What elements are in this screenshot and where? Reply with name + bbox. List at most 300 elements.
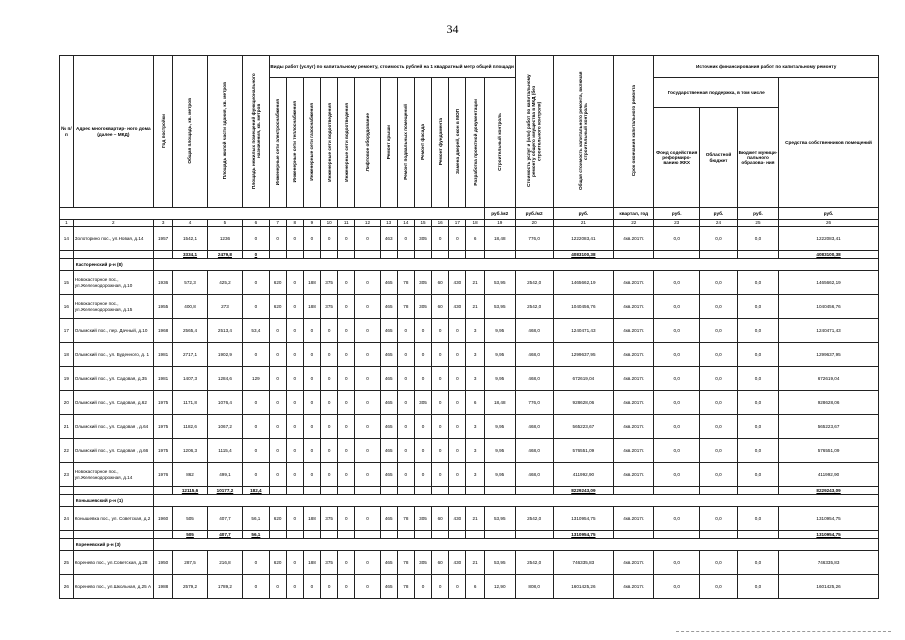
unit-label: руб. <box>553 208 614 220</box>
header-work: Строительный контроль <box>497 113 503 171</box>
table-cell: 0 <box>355 319 380 343</box>
table-cell: 0 <box>269 463 286 487</box>
table-cell: 672619,04 <box>553 367 614 391</box>
table-cell <box>654 251 700 259</box>
table-cell: 1465662,19 <box>779 271 879 295</box>
table-cell: 53,95 <box>484 271 515 295</box>
table-cell: 3334,1 <box>173 251 207 259</box>
row-address: Новокасторное пос., ул.Железнодорожная, д.14 <box>73 463 153 487</box>
table-cell <box>432 531 449 539</box>
table-row <box>60 295 879 319</box>
table-cell: 0 <box>432 463 449 487</box>
table-cell: 0 <box>338 319 355 343</box>
table-cell: 78 <box>397 575 414 599</box>
table-cell: 18,48 <box>484 391 515 415</box>
row-number: 25 <box>60 551 74 575</box>
header-regional: Областной бюджет <box>700 108 738 208</box>
table-cell: 0 <box>338 551 355 575</box>
table-cell <box>466 487 484 495</box>
table-cell: 1981 <box>153 343 172 367</box>
table-cell <box>515 487 553 495</box>
table-cell: 287,5 <box>173 551 207 575</box>
table-cell <box>414 487 431 495</box>
table-cell: 620 <box>269 271 286 295</box>
table-row <box>60 507 879 531</box>
table-cell: 1240471,43 <box>553 319 614 343</box>
table-cell: 468,0 <box>515 415 553 439</box>
table-cell: 0 <box>321 463 338 487</box>
table-cell: 53,4 <box>243 319 269 343</box>
table-cell <box>321 531 338 539</box>
table-cell: 129 <box>243 367 269 391</box>
table-cell: 0 <box>449 227 466 251</box>
table-row <box>60 319 879 343</box>
row-address: Олымский пос., ул. Садовая , д.64 <box>73 415 153 439</box>
column-number: 6 <box>243 220 269 227</box>
section-spacer <box>60 539 74 551</box>
table-cell: 0 <box>449 367 466 391</box>
table-cell: 0 <box>243 343 269 367</box>
table-cell: 6 <box>466 227 484 251</box>
row-number: 17 <box>60 319 74 343</box>
table-cell: 1465662,19 <box>553 271 614 295</box>
column-number: 10 <box>321 220 338 227</box>
table-cell: 9,95 <box>484 439 515 463</box>
table-cell <box>338 487 355 495</box>
header-work: Инженерные сети водоотведения <box>326 102 332 182</box>
table-cell <box>303 487 320 495</box>
table-cell: 0 <box>321 391 338 415</box>
column-number: 25 <box>737 220 778 227</box>
table-cell: 0 <box>397 391 414 415</box>
table-cell: 216,8 <box>207 551 243 575</box>
table-cell: 1955 <box>153 295 172 319</box>
table-cell: 430 <box>449 551 466 575</box>
column-number: 15 <box>414 220 431 227</box>
section-spacer <box>153 495 878 507</box>
row-address: Олымский пос., пер. Дачный, д.10 <box>73 319 153 343</box>
table-cell <box>321 251 338 259</box>
table-cell: 0 <box>355 439 380 463</box>
table-cell: 1171,8 <box>173 391 207 415</box>
table-cell: 0,0 <box>654 551 700 575</box>
table-cell: 0 <box>286 295 303 319</box>
table-cell: 1310954,75 <box>553 531 614 539</box>
table-cell: 411992,90 <box>779 463 879 487</box>
table-cell: 305 <box>414 391 431 415</box>
table-cell: 0 <box>449 439 466 463</box>
table-cell: 776,0 <box>515 227 553 251</box>
table-cell: 21 <box>466 271 484 295</box>
table-cell: 1975 <box>153 439 172 463</box>
header-year: Год постройки <box>160 113 166 148</box>
table-cell: 0 <box>397 319 414 343</box>
table-cell: 0 <box>269 367 286 391</box>
table-cell <box>269 487 286 495</box>
column-number: 24 <box>700 220 738 227</box>
row-address: Новокасторное пос., ул.Железнодорожная, д.15 <box>73 295 153 319</box>
region-section-row <box>60 495 879 507</box>
table-cell: 78 <box>397 551 414 575</box>
table-cell: 0,0 <box>700 295 738 319</box>
table-cell: 9,95 <box>484 343 515 367</box>
table-cell <box>700 487 738 495</box>
table-cell: 0 <box>243 271 269 295</box>
table-cell: 3 <box>466 319 484 343</box>
table-cell: 505 <box>173 507 207 531</box>
table-cell: 465 <box>380 439 397 463</box>
row-number: 26 <box>60 575 74 599</box>
table-cell: 2717,1 <box>173 343 207 367</box>
table-cell: 0 <box>432 367 449 391</box>
page-number: 34 <box>446 22 459 36</box>
table-cell: 0 <box>303 343 320 367</box>
table-cell: 0 <box>286 507 303 531</box>
table-cell: 4кв.2017г. <box>614 439 654 463</box>
table-cell: 463 <box>380 227 397 251</box>
table-cell: 0 <box>449 415 466 439</box>
table-cell: 78 <box>397 295 414 319</box>
column-number: 11 <box>338 220 355 227</box>
table-cell: 0 <box>355 415 380 439</box>
row-address: Новокасторное пос., ул.Железнодорожная, д.10 <box>73 271 153 295</box>
table-cell: 1310954,75 <box>553 507 614 531</box>
column-number: 18 <box>466 220 484 227</box>
region-section-row <box>60 539 879 551</box>
table-cell: 0 <box>414 367 431 391</box>
table-cell: 12115,6 <box>173 487 207 495</box>
table-cell: 620 <box>269 507 286 531</box>
table-cell: 465 <box>380 507 397 531</box>
table-cell: 4кв.2017г. <box>614 415 654 439</box>
table-cell: 188 <box>303 295 320 319</box>
table-cell: 2579,2 <box>173 575 207 599</box>
header-work: Инженерные сети теплоснабжения <box>292 101 298 183</box>
row-address: Олымский пос., ул. Буденного, д. 1 <box>73 343 153 367</box>
row-address <box>73 487 153 495</box>
table-cell: 0 <box>449 319 466 343</box>
table-cell: 407,7 <box>207 507 243 531</box>
table-cell: 0 <box>397 343 414 367</box>
table-cell: 1206,3 <box>173 439 207 463</box>
table-cell: 0 <box>243 439 269 463</box>
table-cell: 928628,06 <box>553 391 614 415</box>
table-cell: 465 <box>380 343 397 367</box>
table-cell: 0 <box>303 575 320 599</box>
header-work: Ремонт крыши <box>386 124 392 160</box>
table-cell: 4кв.2017г. <box>614 367 654 391</box>
row-number <box>60 531 74 539</box>
header-own-funds: Средства собственников помещений <box>779 78 879 208</box>
table-cell: 1968 <box>153 319 172 343</box>
table-cell: 465 <box>380 295 397 319</box>
column-number: 4 <box>173 220 207 227</box>
header-living-area: Площадь жилой части здания, кв. метров <box>222 82 228 180</box>
table-cell: 1407,3 <box>173 367 207 391</box>
table-cell: 0 <box>286 271 303 295</box>
table-cell: 1076,4 <box>207 391 243 415</box>
table-cell: 0 <box>269 391 286 415</box>
row-number: 20 <box>60 391 74 415</box>
table-cell: 0 <box>414 415 431 439</box>
table-cell: 0 <box>449 343 466 367</box>
table-cell <box>303 251 320 259</box>
table-cell: 8229243,09 <box>553 487 614 495</box>
table-cell: 1950 <box>153 551 172 575</box>
table-cell: 0 <box>449 463 466 487</box>
subtotal-row <box>60 487 879 495</box>
table-cell: 0 <box>321 575 338 599</box>
column-number: 7 <box>269 220 286 227</box>
header-work: Замена дверей, окон в МОП <box>454 109 460 175</box>
table-cell: 4кв.2017г. <box>614 463 654 487</box>
table-cell: 8229243,09 <box>779 487 879 495</box>
table-cell: 0 <box>269 343 286 367</box>
table-cell: 0,0 <box>737 319 778 343</box>
table-cell <box>286 531 303 539</box>
table-cell: 0 <box>338 367 355 391</box>
table-cell: 0 <box>286 439 303 463</box>
table-cell: 1975 <box>153 415 172 439</box>
table-cell: 0 <box>269 415 286 439</box>
table-cell: 0 <box>321 439 338 463</box>
table-cell: 0 <box>432 415 449 439</box>
table-cell: 0 <box>321 227 338 251</box>
section-spacer <box>60 259 74 271</box>
table-cell: 53,95 <box>484 507 515 531</box>
table-cell: 60 <box>432 551 449 575</box>
unit-label: руб. <box>737 208 778 220</box>
table-cell: 0 <box>321 415 338 439</box>
column-number: 3 <box>153 220 172 227</box>
table-cell: 78 <box>397 507 414 531</box>
table-cell: 0,0 <box>737 575 778 599</box>
table-cell: 465 <box>380 575 397 599</box>
table-cell: 2565,4 <box>173 319 207 343</box>
table-cell: 53,95 <box>484 551 515 575</box>
table-cell: 0 <box>286 391 303 415</box>
table-cell: 465 <box>380 463 397 487</box>
table-cell <box>484 531 515 539</box>
footer-line <box>676 631 891 632</box>
table-cell: 0,0 <box>700 391 738 415</box>
table-cell: 0,0 <box>654 391 700 415</box>
table-cell <box>414 531 431 539</box>
row-number: 14 <box>60 227 74 251</box>
table-cell <box>355 531 380 539</box>
table-cell: 465 <box>380 319 397 343</box>
table-cell <box>484 251 515 259</box>
table-cell: 746335,83 <box>779 551 879 575</box>
table-cell: 0 <box>432 343 449 367</box>
table-cell: 53,95 <box>484 295 515 319</box>
header-work: Инженерные сети электроснабжения <box>275 98 281 186</box>
column-number: 12 <box>355 220 380 227</box>
table-cell: 0 <box>303 391 320 415</box>
unit-label: руб. <box>779 208 879 220</box>
table-cell <box>321 487 338 495</box>
table-cell: 0 <box>243 415 269 439</box>
table-cell: 21 <box>466 551 484 575</box>
table-cell: 9,95 <box>484 415 515 439</box>
table-cell: 0 <box>321 343 338 367</box>
table-cell: 0 <box>303 227 320 251</box>
table-cell: 2542,0 <box>515 295 553 319</box>
table-cell: 0 <box>414 575 431 599</box>
table-cell: 1975 <box>153 391 172 415</box>
table-cell: 1988 <box>153 575 172 599</box>
header-work: Инженерные сети газоснабжения <box>309 103 315 181</box>
table-cell: 430 <box>449 507 466 531</box>
table-cell <box>269 531 286 539</box>
table-row <box>60 227 879 251</box>
table-cell <box>737 251 778 259</box>
table-cell: 499,1 <box>207 463 243 487</box>
row-address: Олымский пос., ул. Садовая, д.35 <box>73 367 153 391</box>
row-number <box>60 251 74 259</box>
table-cell <box>397 531 414 539</box>
table-cell: 9,95 <box>484 367 515 391</box>
header-work: Ремонт фасада <box>420 124 426 160</box>
unit-label: квартал, год <box>614 208 654 220</box>
table-cell: 4кв.2017г. <box>614 575 654 599</box>
table-cell: 620 <box>269 551 286 575</box>
table-cell: 465 <box>380 391 397 415</box>
table-cell: 1936 <box>153 271 172 295</box>
table-cell: 273 <box>207 295 243 319</box>
subtotal-row <box>60 531 879 539</box>
table-cell: 4083100,38 <box>553 251 614 259</box>
table-cell <box>449 251 466 259</box>
table-cell: 2513,4 <box>207 319 243 343</box>
table-cell: 0 <box>243 391 269 415</box>
table-cell: 3 <box>466 415 484 439</box>
table-cell: 375 <box>321 271 338 295</box>
table-cell: 1299637,95 <box>553 343 614 367</box>
table-cell: 4кв.2017г. <box>614 227 654 251</box>
table-cell: 468,0 <box>515 463 553 487</box>
table-row <box>60 367 879 391</box>
table-cell: 1182,6 <box>173 415 207 439</box>
table-cell: 468,0 <box>515 319 553 343</box>
table-cell: 305 <box>414 271 431 295</box>
table-cell: 0 <box>397 439 414 463</box>
table-cell: 565223,67 <box>779 415 879 439</box>
row-number: 19 <box>60 367 74 391</box>
table-cell: 0,0 <box>737 391 778 415</box>
table-cell <box>654 487 700 495</box>
table-cell: 0,0 <box>654 439 700 463</box>
table-cell: 78 <box>397 271 414 295</box>
table-cell: 0,0 <box>737 343 778 367</box>
row-number: 18 <box>60 343 74 367</box>
header-unit-cost: Стоимость услуг и (или) работ по капитальному ремонту общего имущества в МКД (без строительного контроля) <box>526 74 542 188</box>
table-cell <box>700 531 738 539</box>
table-cell <box>515 251 553 259</box>
table-cell: 0,0 <box>654 463 700 487</box>
table-cell: 565223,67 <box>553 415 614 439</box>
table-cell: 1236 <box>207 227 243 251</box>
header-work: Разработка проектной документации <box>472 98 478 186</box>
table-cell <box>515 531 553 539</box>
table-cell <box>269 251 286 259</box>
table-cell: 12,90 <box>484 575 515 599</box>
row-address: Конышевка пос., ул. Советская, д.2 <box>73 507 153 531</box>
column-number: 26 <box>779 220 879 227</box>
table-cell: 0 <box>338 575 355 599</box>
table-cell: 928628,06 <box>779 391 879 415</box>
table-cell: 0,0 <box>737 295 778 319</box>
table-cell: 1310954,75 <box>779 531 879 539</box>
table-cell: 56,1 <box>243 507 269 531</box>
table-cell: 188 <box>303 271 320 295</box>
table-cell: 305 <box>414 507 431 531</box>
table-cell: 572,3 <box>173 271 207 295</box>
header-works-group: Виды работ (услуг) по капитальному ремонту, стоимость рублей на 1 квадратный метр общей площади <box>269 56 515 78</box>
table-cell: 0 <box>338 507 355 531</box>
table-cell: 305 <box>414 227 431 251</box>
table-cell: 425,2 <box>207 271 243 295</box>
table-cell: 4кв.2017г. <box>614 391 654 415</box>
table-cell <box>355 251 380 259</box>
section-spacer <box>60 495 74 507</box>
table-cell: 0 <box>243 227 269 251</box>
table-cell: 0 <box>414 343 431 367</box>
table-cell: 4кв.2017г. <box>614 343 654 367</box>
table-cell: 0 <box>338 391 355 415</box>
table-cell: 2542,0 <box>515 271 553 295</box>
table-cell <box>153 251 172 259</box>
region-section-label: Касторенский р-н (8) <box>73 259 153 271</box>
row-address: Золоторино пос., ул.Новая, д.14 <box>73 227 153 251</box>
table-row <box>60 343 879 367</box>
table-cell: 182,4 <box>243 487 269 495</box>
table-cell: 60 <box>432 271 449 295</box>
header-work: Лифтовое оборудование <box>364 112 370 172</box>
table-cell: 21 <box>466 295 484 319</box>
table-cell: 3 <box>466 367 484 391</box>
table-cell: 465 <box>380 551 397 575</box>
table-cell: 3 <box>466 439 484 463</box>
table-cell: 0 <box>338 227 355 251</box>
table-cell: 0,0 <box>700 507 738 531</box>
table-cell: 0 <box>243 575 269 599</box>
table-cell: 1310954,75 <box>779 507 879 531</box>
table-cell: 0 <box>338 271 355 295</box>
table-cell: 9,95 <box>484 319 515 343</box>
table-cell: 1067,2 <box>207 415 243 439</box>
table-cell: 0,0 <box>737 367 778 391</box>
table-cell: 0 <box>355 391 380 415</box>
column-number: 9 <box>303 220 320 227</box>
table-cell: 0 <box>321 319 338 343</box>
table-cell: 1222083,41 <box>779 227 879 251</box>
row-address: Олымский пос., ул. Садовая , д.66 <box>73 439 153 463</box>
table-cell: 1957 <box>153 227 172 251</box>
table-cell: 2542,0 <box>515 507 553 531</box>
table-cell: 0 <box>432 391 449 415</box>
table-cell: 188 <box>303 551 320 575</box>
header-fund: Фонд содействия реформиро- ванию ЖКХ <box>654 108 700 208</box>
row-number: 15 <box>60 271 74 295</box>
table-cell: 0 <box>269 575 286 599</box>
column-number: 20 <box>515 220 553 227</box>
table-cell: 1902,9 <box>207 343 243 367</box>
table-cell <box>737 487 778 495</box>
unit-label: руб. <box>700 208 738 220</box>
table-cell: 0,0 <box>700 551 738 575</box>
table-cell: 0 <box>303 415 320 439</box>
